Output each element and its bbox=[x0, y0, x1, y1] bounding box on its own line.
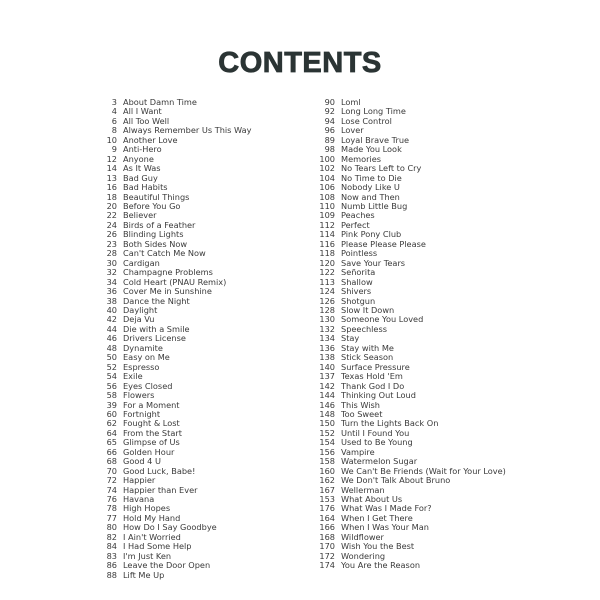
song-title: Hold My Hand bbox=[123, 512, 181, 523]
song-title: Lose Control bbox=[341, 115, 392, 126]
page-number: 42 bbox=[106, 314, 117, 325]
page-number: 30 bbox=[106, 257, 117, 268]
song-title: Anti-Hero bbox=[123, 144, 162, 155]
contents-column-right bbox=[300, 98, 506, 571]
page-number: 83 bbox=[106, 550, 117, 561]
song-title: Bad Guy bbox=[123, 172, 158, 183]
song-title: Memories bbox=[341, 153, 382, 164]
contents-entry bbox=[90, 571, 251, 580]
page-number: 13 bbox=[106, 172, 117, 183]
page-number: 114 bbox=[319, 229, 335, 240]
page-number: 6 bbox=[111, 115, 117, 126]
page-number: 9 bbox=[111, 144, 117, 155]
page-number: 152 bbox=[319, 427, 335, 438]
song-title: Bad Habits bbox=[123, 182, 168, 193]
song-title: Another Love bbox=[123, 134, 178, 145]
page-number: 12 bbox=[106, 153, 117, 164]
song-title: Nobody Like U bbox=[341, 182, 400, 193]
page-number: 74 bbox=[106, 484, 117, 495]
page-number: 50 bbox=[106, 352, 117, 363]
page-number: 113 bbox=[319, 276, 335, 287]
song-title: Lover bbox=[341, 125, 364, 136]
song-title: All I Want bbox=[123, 106, 162, 117]
song-title: Watermelon Sugar bbox=[341, 456, 418, 467]
song-title: When I Get There bbox=[341, 512, 413, 523]
song-title: You Are the Reason bbox=[341, 560, 421, 571]
song-title: Havana bbox=[123, 494, 155, 505]
page-number: 56 bbox=[106, 380, 117, 391]
song-title: Peaches bbox=[341, 210, 375, 221]
song-title: Daylight bbox=[123, 304, 158, 315]
song-title: We Don't Talk About Bruno bbox=[341, 475, 451, 486]
page-number: 96 bbox=[324, 125, 335, 136]
song-title: Eyes Closed bbox=[123, 380, 173, 391]
page-number: 89 bbox=[324, 134, 335, 145]
page-number: 72 bbox=[106, 475, 117, 486]
song-title: Señorita bbox=[341, 267, 376, 278]
song-title: For a Moment bbox=[123, 399, 180, 410]
song-title: Perfect bbox=[341, 219, 370, 230]
page-number: 144 bbox=[319, 390, 335, 401]
song-title: Texas Hold 'Em bbox=[341, 371, 403, 382]
page-number: 154 bbox=[319, 437, 335, 448]
song-title: Both Sides Now bbox=[123, 238, 188, 249]
song-title: Stick Season bbox=[341, 352, 394, 363]
page-number: 104 bbox=[319, 172, 335, 183]
page-number: 153 bbox=[319, 494, 335, 505]
page-number: 118 bbox=[319, 248, 335, 259]
page-number: 82 bbox=[106, 531, 117, 542]
song-title: Please Please Please bbox=[341, 238, 426, 249]
page-number: 64 bbox=[106, 427, 117, 438]
page-number: 167 bbox=[319, 484, 335, 495]
song-title: Cardigan bbox=[123, 257, 160, 268]
song-title: Anyone bbox=[123, 153, 154, 164]
song-title: Shotgun bbox=[341, 295, 376, 306]
page-number: 148 bbox=[319, 408, 335, 419]
page-number: 134 bbox=[319, 333, 335, 344]
song-title: Dynamite bbox=[123, 342, 163, 353]
page-number: 168 bbox=[319, 531, 335, 542]
song-title: Turn the Lights Back On bbox=[341, 418, 439, 429]
page-number: 138 bbox=[319, 352, 335, 363]
page-number: 102 bbox=[319, 163, 335, 174]
page-number: 156 bbox=[319, 446, 335, 457]
song-title: Wish You the Best bbox=[341, 541, 415, 552]
song-title: No Time to Die bbox=[341, 172, 402, 183]
page-number: 60 bbox=[106, 408, 117, 419]
song-title: Surface Pressure bbox=[341, 361, 410, 372]
song-title: Espresso bbox=[123, 361, 160, 372]
page-number: 80 bbox=[106, 522, 117, 533]
song-title: Cover Me in Sunshine bbox=[123, 286, 212, 297]
page-number: 136 bbox=[319, 342, 335, 353]
song-title: I Ain't Worried bbox=[123, 531, 181, 542]
page-number: 160 bbox=[319, 465, 335, 476]
page-number: 112 bbox=[319, 219, 335, 230]
song-title: Someone You Loved bbox=[341, 314, 424, 325]
page-number: 70 bbox=[106, 465, 117, 476]
page-number: 100 bbox=[319, 153, 335, 164]
page-number: 52 bbox=[106, 361, 117, 372]
song-title: Pointless bbox=[341, 248, 378, 259]
page-number: 128 bbox=[319, 304, 335, 315]
song-title: We Can't Be Friends (Wait for Your Love) bbox=[341, 465, 506, 476]
page-number: 66 bbox=[106, 446, 117, 457]
song-title: Save Your Tears bbox=[341, 257, 406, 268]
song-title: Wondering bbox=[341, 550, 386, 561]
page-number: 4 bbox=[111, 106, 117, 117]
song-title: Easy on Me bbox=[123, 352, 170, 363]
song-title: Good Luck, Babe! bbox=[123, 465, 196, 476]
song-title: Can't Catch Me Now bbox=[123, 248, 206, 259]
page-number: 90 bbox=[324, 97, 335, 107]
page-number: 18 bbox=[106, 191, 117, 202]
page-number: 26 bbox=[106, 229, 117, 240]
page-number: 16 bbox=[106, 182, 117, 193]
song-title: Happier bbox=[123, 475, 156, 486]
song-title: Thank God I Do bbox=[341, 380, 405, 391]
page-number: 78 bbox=[106, 503, 117, 514]
page-number: 108 bbox=[319, 191, 335, 202]
page-number: 65 bbox=[106, 437, 117, 448]
song-title: No Tears Left to Cry bbox=[341, 163, 422, 174]
page-number: 109 bbox=[319, 210, 335, 221]
song-title: Leave the Door Open bbox=[123, 560, 211, 571]
song-title: Cold Heart (PNAU Remix) bbox=[123, 276, 227, 287]
page-number: 170 bbox=[319, 541, 335, 552]
page-number: 172 bbox=[319, 550, 335, 561]
page-number: 86 bbox=[106, 560, 117, 571]
song-title: Loml bbox=[341, 97, 361, 107]
page-number: 10 bbox=[106, 134, 117, 145]
contents-column-left bbox=[90, 98, 251, 580]
song-title: Long Long Time bbox=[341, 106, 406, 117]
page-number: 150 bbox=[319, 418, 335, 429]
song-title: Exile bbox=[123, 371, 143, 382]
page-number: 38 bbox=[106, 295, 117, 306]
song-title: Too Sweet bbox=[341, 408, 383, 419]
song-title: Stay bbox=[341, 333, 360, 344]
song-title: Wellerman bbox=[341, 484, 385, 495]
page-number: 68 bbox=[106, 456, 117, 467]
song-title: Speechless bbox=[341, 323, 388, 334]
song-title: This Wish bbox=[341, 399, 380, 410]
song-title: Made You Look bbox=[341, 144, 402, 155]
song-title: Thinking Out Loud bbox=[341, 390, 416, 401]
page-number: 140 bbox=[319, 361, 335, 372]
song-title: Pink Pony Club bbox=[341, 229, 402, 240]
page-number: 142 bbox=[319, 380, 335, 391]
song-title: Now and Then bbox=[341, 191, 400, 202]
song-title: Fought & Lost bbox=[123, 418, 180, 429]
song-title: Glimpse of Us bbox=[123, 437, 180, 448]
song-title: Blinding Lights bbox=[123, 229, 184, 240]
song-title: Wildflower bbox=[341, 531, 384, 542]
page-number: 54 bbox=[106, 371, 117, 382]
page-number: 84 bbox=[106, 541, 117, 552]
page-number: 174 bbox=[319, 560, 335, 571]
page-number: 162 bbox=[319, 475, 335, 486]
song-title: What About Us bbox=[341, 494, 403, 505]
page-number: 116 bbox=[319, 238, 335, 249]
song-title: Used to Be Young bbox=[341, 437, 413, 448]
page-number: 146 bbox=[319, 399, 335, 410]
page-number: 88 bbox=[106, 569, 117, 580]
song-title: Happier than Ever bbox=[123, 484, 198, 495]
song-title: Birds of a Feather bbox=[123, 219, 196, 230]
song-title: Fortnight bbox=[123, 408, 161, 419]
page-number: 106 bbox=[319, 182, 335, 193]
song-title: Good 4 U bbox=[123, 456, 161, 467]
page-number: 164 bbox=[319, 512, 335, 523]
song-title: Loyal Brave True bbox=[341, 134, 410, 145]
page-number: 94 bbox=[324, 115, 335, 126]
page-number: 3 bbox=[111, 97, 117, 107]
song-title: Shallow bbox=[341, 276, 373, 287]
page-number: 62 bbox=[106, 418, 117, 429]
song-title: Vampire bbox=[341, 446, 375, 457]
page-number: 44 bbox=[106, 323, 117, 334]
song-title: From the Start bbox=[123, 427, 182, 438]
page-number: 36 bbox=[106, 286, 117, 297]
page-number: 14 bbox=[106, 163, 117, 174]
page-number: 23 bbox=[106, 238, 117, 249]
page-number: 46 bbox=[106, 333, 117, 344]
song-title: When I Was Your Man bbox=[341, 522, 429, 533]
song-title: Always Remember Us This Way bbox=[123, 125, 252, 136]
song-title: I'm Just Ken bbox=[123, 550, 172, 561]
song-title: About Damn Time bbox=[123, 97, 197, 107]
page-number: 22 bbox=[106, 210, 117, 221]
page-number: 24 bbox=[106, 219, 117, 230]
page-number: 130 bbox=[319, 314, 335, 325]
page-number: 176 bbox=[319, 503, 335, 514]
song-title: Shivers bbox=[341, 286, 372, 297]
song-title: High Hopes bbox=[123, 503, 171, 514]
song-title: Numb Little Bug bbox=[341, 200, 408, 211]
song-title: Until I Found You bbox=[341, 427, 410, 438]
page-number: 32 bbox=[106, 267, 117, 278]
page-number: 20 bbox=[106, 200, 117, 211]
page-number: 76 bbox=[106, 494, 117, 505]
page-number: 132 bbox=[319, 323, 335, 334]
song-title: All Too Well bbox=[123, 115, 170, 126]
page-number: 120 bbox=[319, 257, 335, 268]
song-title: Dance the Night bbox=[123, 295, 190, 306]
page-number: 98 bbox=[324, 144, 335, 155]
page-number: 77 bbox=[106, 512, 117, 523]
song-title: Beautiful Things bbox=[123, 191, 190, 202]
page-number: 110 bbox=[319, 200, 335, 211]
page-number: 58 bbox=[106, 390, 117, 401]
page-number: 8 bbox=[111, 125, 117, 136]
song-title: Die with a Smile bbox=[123, 323, 190, 334]
song-title: Lift Me Up bbox=[123, 569, 165, 580]
song-title: Champagne Problems bbox=[123, 267, 213, 278]
page-number: 28 bbox=[106, 248, 117, 259]
page-number: 40 bbox=[106, 304, 117, 315]
song-title: Believer bbox=[123, 210, 157, 221]
page-title: CONTENTS bbox=[218, 47, 382, 79]
song-title: Flowers bbox=[123, 390, 155, 401]
song-title: How Do I Say Goodbye bbox=[123, 522, 217, 533]
page-number: 166 bbox=[319, 522, 335, 533]
page-number: 124 bbox=[319, 286, 335, 297]
page-number: 122 bbox=[319, 267, 335, 278]
page-number: 126 bbox=[319, 295, 335, 306]
song-title: What Was I Made For? bbox=[341, 503, 432, 514]
page-number: 158 bbox=[319, 456, 335, 467]
song-title: As It Was bbox=[123, 163, 161, 174]
contents-entry bbox=[300, 561, 506, 570]
song-title: Before You Go bbox=[123, 200, 181, 211]
page-number: 39 bbox=[106, 399, 117, 410]
page-number: 137 bbox=[319, 371, 335, 382]
page-number: 48 bbox=[106, 342, 117, 353]
page-number: 34 bbox=[106, 276, 117, 287]
song-title: Deja Vu bbox=[123, 314, 155, 325]
song-title: Golden Hour bbox=[123, 446, 175, 457]
song-title: Stay with Me bbox=[341, 342, 394, 353]
song-title: I Had Some Help bbox=[123, 541, 192, 552]
song-title: Drivers License bbox=[123, 333, 186, 344]
song-title: Slow It Down bbox=[341, 304, 395, 315]
page-number: 92 bbox=[324, 106, 335, 117]
